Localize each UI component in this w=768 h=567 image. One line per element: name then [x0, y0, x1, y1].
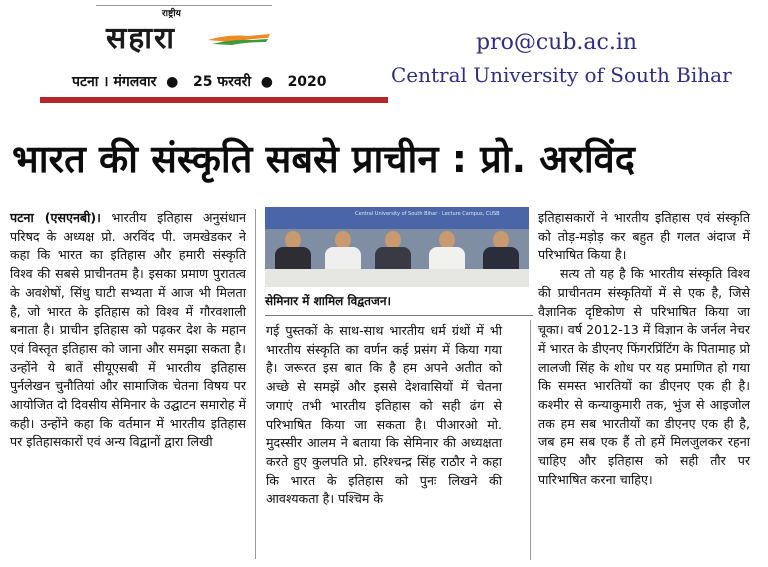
article-dateline: पटना (एसएनबी)। — [10, 210, 101, 225]
article-column-2 — [266, 322, 502, 509]
article-column-3 — [538, 209, 750, 490]
photo-banner-text: Central University of South Bihar · Lecture Campus, CUSB — [355, 211, 500, 217]
article-text: सत्य तो यह है कि भारतीय संस्कृति विश्व की प्राचीनतम संस्कृतियों में से एक है, जिसे वैज्ञानिक दृष्टिकोण से परिभाषित किया जा चूका। वर्ष 2012-13 में विज्ञान के जर्नल नेचर में भारत के डीएनए फिंगरप्रिंटिंग के पितामाह प्रो लालजी सिंह के शोध पर यह प्रमाणित हो गया कि समस्त भारतियों का डीएनए एक ही है। कश्मीर से कन्याकुमारी तक, भुंज से आइजोल तक हम सब भारतीयों का डीएनए एक ही है, जब हम सब एक हैं तो हमें मिलजुलकर रहना चाहिए और इतिहास को सही तौर पर पारिभाषित करना चाहिए। — [538, 266, 750, 487]
issue-dateline — [72, 72, 327, 91]
masthead-red-bar — [40, 97, 388, 103]
column-divider — [255, 209, 256, 559]
logo-swoosh-icon — [208, 32, 270, 46]
article-text: भारतीय इतिहास अनुसंधान परिषद के अध्यक्ष प्रो. अरविंद पी. जमखेडकर ने कहा कि भारत का इतिहास और हमारी संस्कृति विश्व की सबसे प्राचीनतम है। इसका प्रमाण पुरातत्व के अवशेषों, सिंधु घाटी सभ्यता में आज भी मिलता है, जो भारत के इतिहास को विश्व में गौरवशाली बनाता है। प्राचीन इतिहास को पढ़कर देश के महान एवं विस्तृत इतिहास को जाना और समझा सकता है। उन्होंने ये बातें सीयूएसबी में भारतीय इतिहास पुर्नलेखन चुनौतियां और सामाजिक चेतना विषय पर आयोजित दो दिवसीय सेमिनार के उद्घाटन समारोह में कही। उन्होंने कहा कि वर्तमान में भारतीय इतिहास पर इतिहासकारों एवं अन्य विद्वानों द्वारा लिखी — [10, 210, 246, 450]
bullet-icon: ● — [161, 74, 189, 90]
newspaper-logo: सहारा — [106, 21, 177, 56]
article-paragraph — [10, 209, 246, 452]
issue-year: 2020 — [287, 74, 327, 90]
issue-separator: । — [103, 74, 109, 90]
contact-email: pro@cub.ac.in — [476, 30, 638, 55]
masthead-kicker: राष्ट्रीय — [162, 9, 181, 19]
contact-organization: Central University of South Bihar — [391, 63, 732, 87]
column-divider — [530, 320, 531, 560]
article-headline: भारत की संस्कृति सबसे प्राचीन : प्रो. अरविंद — [12, 137, 635, 181]
article-column-1 — [10, 209, 246, 452]
seminar-photo — [265, 207, 529, 287]
caption-rule — [265, 315, 533, 316]
issue-date: 25 फरवरी — [192, 74, 251, 90]
article-text: इतिहासकारों ने भारतीय इतिहास एवं संस्कृति को तोड़-मड़ोड़ कर बहुत ही गलत अंदाज में परिभाषित किया है। — [538, 210, 750, 263]
issue-weekday: मंगलवार — [113, 74, 157, 90]
issue-city: पटना — [72, 74, 99, 90]
article-text: गई पुस्तकों के साथ-साथ भारतीय धर्म ग्रंथों में भी भारतीय संस्कृति का वर्णन कई प्रसंग में किया गया है। जरूरत इस बात कि है हम अपने अतीत को अच्छे से समझें और इससे देशवासियों में चेतना जगाएं तभी भारतीय इतिहास को सही ढंग से परिभाषित किया जा सकता है। पीआरओ मो. मुदस्सीर आलम ने बताया कि सेमिनार की अध्यक्षता करते हुए कुलपति प्रो. हरिश्चन्द्र सिंह राठौर ने कहा कि भारत के इतिहास को पुनः लिखने की आवश्यकता है। पश्चिम के — [266, 323, 502, 507]
photo-caption: सेमिनार में शामिल विद्वतजन। — [265, 294, 392, 308]
bullet-icon: ● — [255, 74, 283, 90]
photo-table — [265, 269, 529, 287]
newspaper-masthead — [96, 4, 272, 58]
